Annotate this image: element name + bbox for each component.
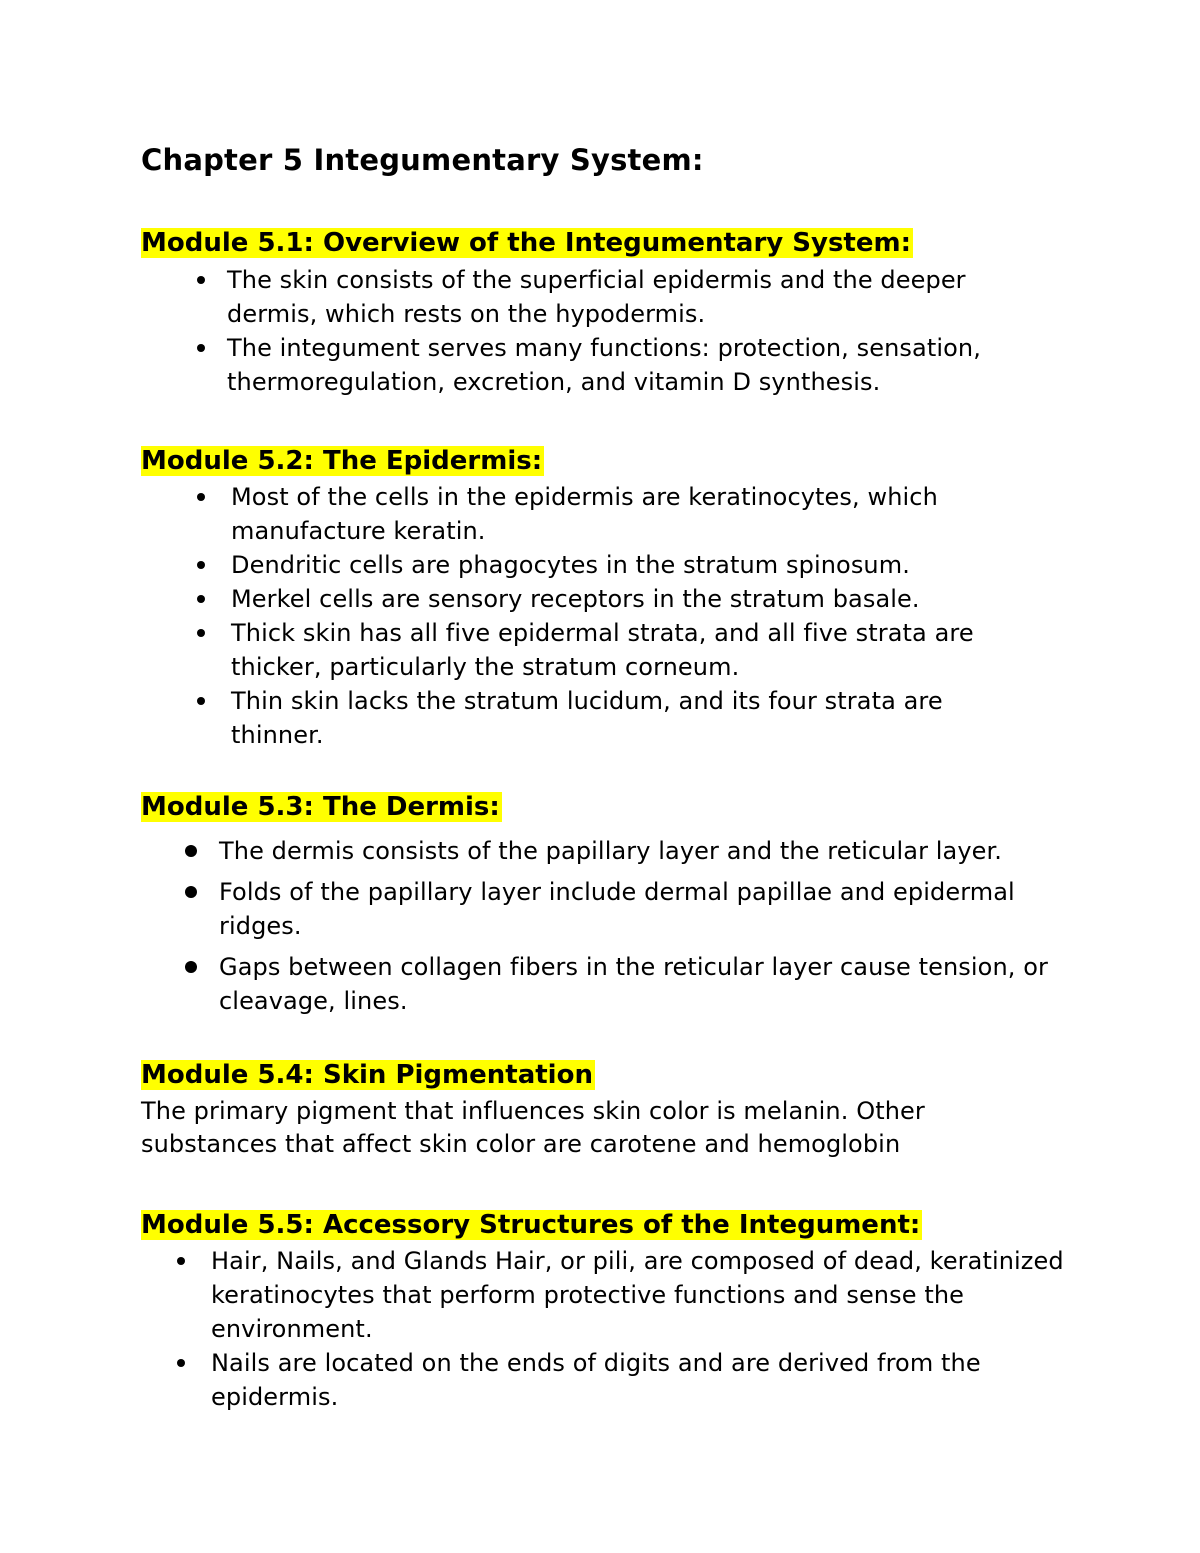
module-5-1-heading: [141, 222, 913, 264]
list-item: Hair, Nails, and Glands Hair, or pili, are composed of dead, keratinized keratinocytes that perform protective functions and sense the environment.: [211, 1244, 1071, 1346]
list-item: The skin consists of the superficial epidermis and the deeper dermis, which rests on the hypodermis.: [227, 263, 1047, 331]
bullet-icon: [185, 961, 197, 973]
bullet-icon: [177, 1257, 185, 1265]
list-item: Gaps between collagen fibers in the reticular layer cause tension, or cleavage, lines.: [219, 950, 1079, 1018]
module-5-3-list: [219, 834, 1079, 1018]
module-5-4-heading-text: Module 5.4: Skin Pigmentation: [141, 1060, 593, 1090]
module-5-2-heading: [141, 440, 544, 482]
bullet-icon: [197, 276, 205, 284]
bullet-icon: [197, 697, 205, 705]
list-item: Merkel cells are sensory receptors in the stratum basale.: [231, 582, 1031, 616]
module-5-5-heading-text: Module 5.5: Accessory Structures of the Integument:: [141, 1210, 921, 1240]
list-item: Thin skin lacks the stratum lucidum, and its four strata are thinner.: [231, 684, 1031, 752]
bullet-icon: [197, 493, 205, 501]
list-item: Dendritic cells are phagocytes in the stratum spinosum.: [231, 548, 1031, 582]
module-5-1-heading-text: Module 5.1: Overview of the Integumentary System:: [141, 228, 911, 258]
list-item: Nails are located on the ends of digits and are derived from the epidermis.: [211, 1346, 1071, 1414]
bullet-icon: [185, 845, 197, 857]
bullet-icon: [197, 629, 205, 637]
module-5-4-heading: [141, 1054, 595, 1096]
module-5-3-heading-text: Module 5.3: The Dermis:: [141, 792, 500, 822]
bullet-icon: [197, 595, 205, 603]
module-5-4-paragraph: The primary pigment that influences skin color is melanin. Other substances that affect skin color are carotene and hemoglobin: [141, 1097, 925, 1158]
module-5-1-list: [227, 263, 1047, 399]
module-5-5-list: [211, 1244, 1071, 1414]
list-item: The dermis consists of the papillary layer and the reticular layer.: [219, 834, 1079, 868]
list-item: Thick skin has all five epidermal strata, and all five strata are thicker, particularly the stratum corneum.: [231, 616, 1031, 684]
bullet-icon: [197, 344, 205, 352]
list-item: Most of the cells in the epidermis are keratinocytes, which manufacture keratin.: [231, 480, 1031, 548]
list-item: Folds of the papillary layer include dermal papillae and epidermal ridges.: [219, 875, 1079, 943]
list-item: The integument serves many functions: protection, sensation, thermoregulation, excretion, and vitamin D synthesis.: [227, 331, 1047, 399]
module-5-2-list: [231, 480, 1031, 752]
chapter-title: Chapter 5 Integumentary System:: [141, 143, 704, 177]
bullet-icon: [197, 561, 205, 569]
module-5-5-heading: [141, 1204, 922, 1246]
bullet-icon: [177, 1359, 185, 1367]
module-5-3-heading: [141, 786, 502, 828]
bullet-icon: [185, 886, 197, 898]
module-5-2-heading-text: Module 5.2: The Epidermis:: [141, 446, 543, 476]
